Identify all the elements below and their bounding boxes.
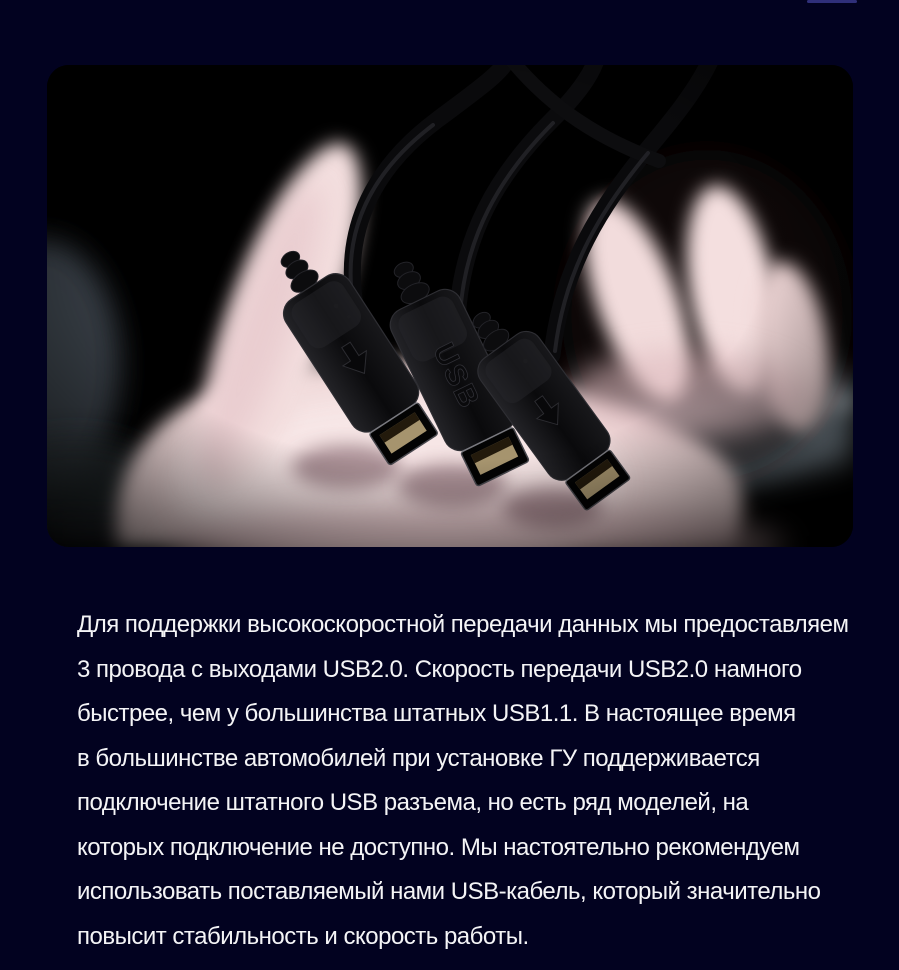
description-line: Для поддержки высокоскоростной передачи данных мы предоставляем	[77, 611, 849, 639]
description-text	[77, 603, 849, 959]
product-photo	[47, 65, 853, 547]
product-photo-illustration	[47, 65, 853, 547]
top-accent-bar	[807, 0, 857, 3]
description-line: 3 провода с выходами USB2.0. Скорость передачи USB2.0 намного	[77, 655, 802, 683]
photo-vignette	[47, 65, 853, 547]
description-line: повысит стабильность и скорость работы.	[77, 922, 529, 950]
description-line: быстрее, чем у большинства штатных USB1.1. В настоящее время	[77, 700, 796, 728]
description-line: подключение штатного USB разъема, но есть ряд моделей, на	[77, 789, 749, 817]
description-line: которых подключение не доступно. Мы настоятельно рекомендуем	[77, 833, 800, 861]
description-line: использовать поставляемый нами USB-кабель, который значительно	[77, 878, 821, 906]
description-line: в большинстве автомобилей при установке ГУ поддерживается	[77, 744, 760, 772]
top-accent-bar-shape	[807, 0, 857, 3]
